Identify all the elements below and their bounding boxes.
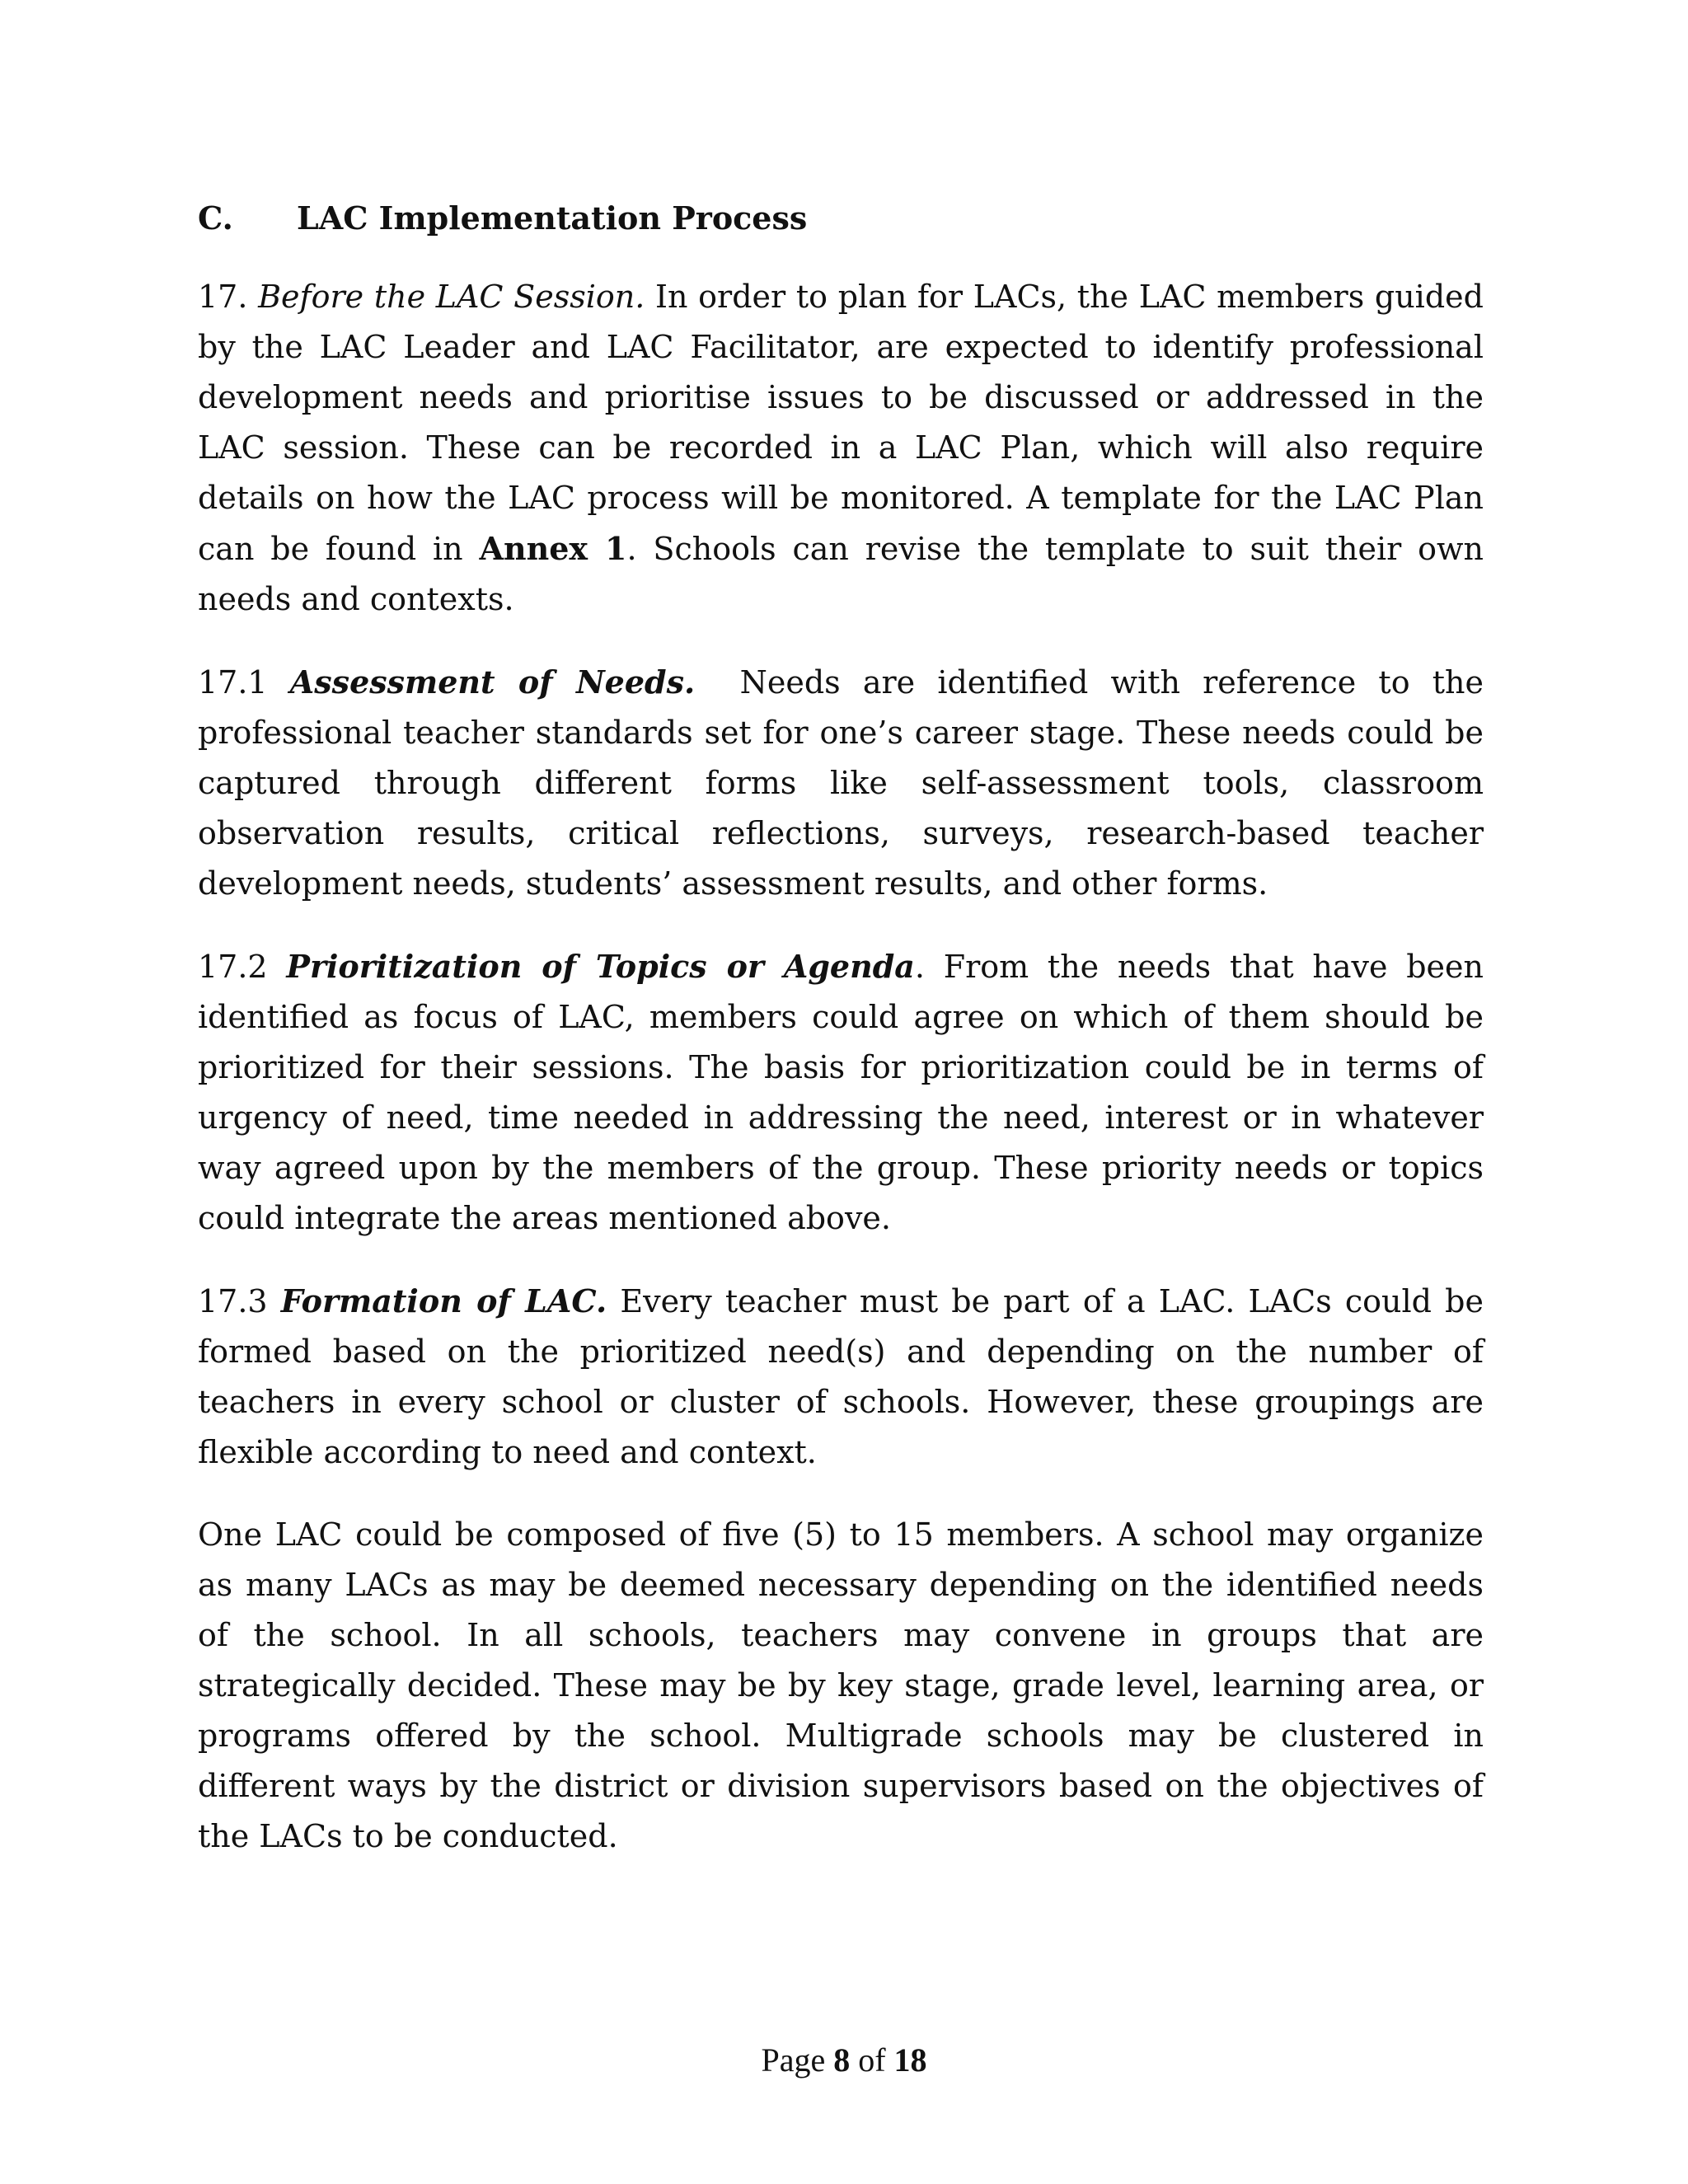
of-label: of bbox=[858, 2041, 886, 2079]
paragraph-lac-size bbox=[198, 1510, 1484, 1862]
paragraph-17-1 bbox=[198, 657, 1484, 909]
paragraph-title: Assessment of Needs. bbox=[289, 663, 696, 701]
paragraph-title: Formation of LAC. bbox=[280, 1282, 607, 1319]
paragraph-text: Needs are identified with reference to the professional teacher standards set for one’s career stage. These needs could be captured through different forms like self-assessment tools, classroom observation results, critical reflections, surveys, research-based teacher development needs, students’ assessment results, and other forms. bbox=[198, 664, 1484, 902]
paragraph-text: One LAC could be composed of five (5) to 15 members. A school may organize as many LACs as may be deemed necessary depending on the identified needs of the school. In all schools, teachers may convene in groups that are strategically decided. These may be by key stage, grade level, learning area, or programs offered by the school. Multigrade schools may be clustered in different ways by the district or division supervisors based on the objectives of the LACs to be conducted. bbox=[198, 1516, 1484, 1854]
section-letter: C. bbox=[198, 199, 233, 237]
paragraph-number: 17.2 bbox=[198, 949, 268, 985]
paragraph-text: . From the needs that have been identified as focus of LAC, members could agree on which of them should be prioritized for their sessions. The basis for prioritization could be in terms of urgency of need, time needed in addressing the need, interest or in whatever way agreed upon by the members of the group. These priority needs or topics could integrate the areas mentioned above. bbox=[198, 949, 1484, 1236]
paragraph-title: Before the LAC Session. bbox=[258, 279, 645, 315]
section-heading bbox=[198, 190, 1484, 247]
page-footer bbox=[0, 2036, 1688, 2085]
page-label: Page bbox=[761, 2041, 826, 2079]
paragraph-number: 17.3 bbox=[198, 1283, 268, 1319]
paragraph-17-3 bbox=[198, 1276, 1484, 1478]
paragraph-text: In order to plan for LACs, the LAC members guided by the LAC Leader and LAC Facilitator, are expected to identify professional development needs and prioritise issues to be discussed or addressed in the LAC session. These can be recorded in a LAC Plan, which will also require details on how the LAC process will be monitored. A template for the LAC Plan can be found in bbox=[198, 279, 1484, 567]
current-page-number: 8 bbox=[833, 2041, 851, 2079]
section-title: LAC Implementation Process bbox=[297, 199, 808, 237]
page-content bbox=[198, 190, 1484, 1894]
annex-reference: Annex 1 bbox=[479, 530, 627, 567]
paragraph-title: Prioritization of Topics or Agenda bbox=[286, 948, 915, 985]
paragraph-text: Every teacher must be part of a LAC. LACs could be formed based on the prioritized need(s) and depending on the number of teachers in every school or cluster of schools. However, these groupings are flexible according to need and context. bbox=[198, 1283, 1484, 1470]
paragraph-number: 17.1 bbox=[198, 664, 268, 701]
paragraph-number: 17. bbox=[198, 279, 248, 315]
total-pages-number: 18 bbox=[893, 2041, 927, 2079]
paragraph-17-2 bbox=[198, 941, 1484, 1244]
paragraph-17 bbox=[198, 272, 1484, 625]
paragraph-text-continued: . Schools can revise the template to suit their own needs and contexts. bbox=[198, 531, 1484, 617]
